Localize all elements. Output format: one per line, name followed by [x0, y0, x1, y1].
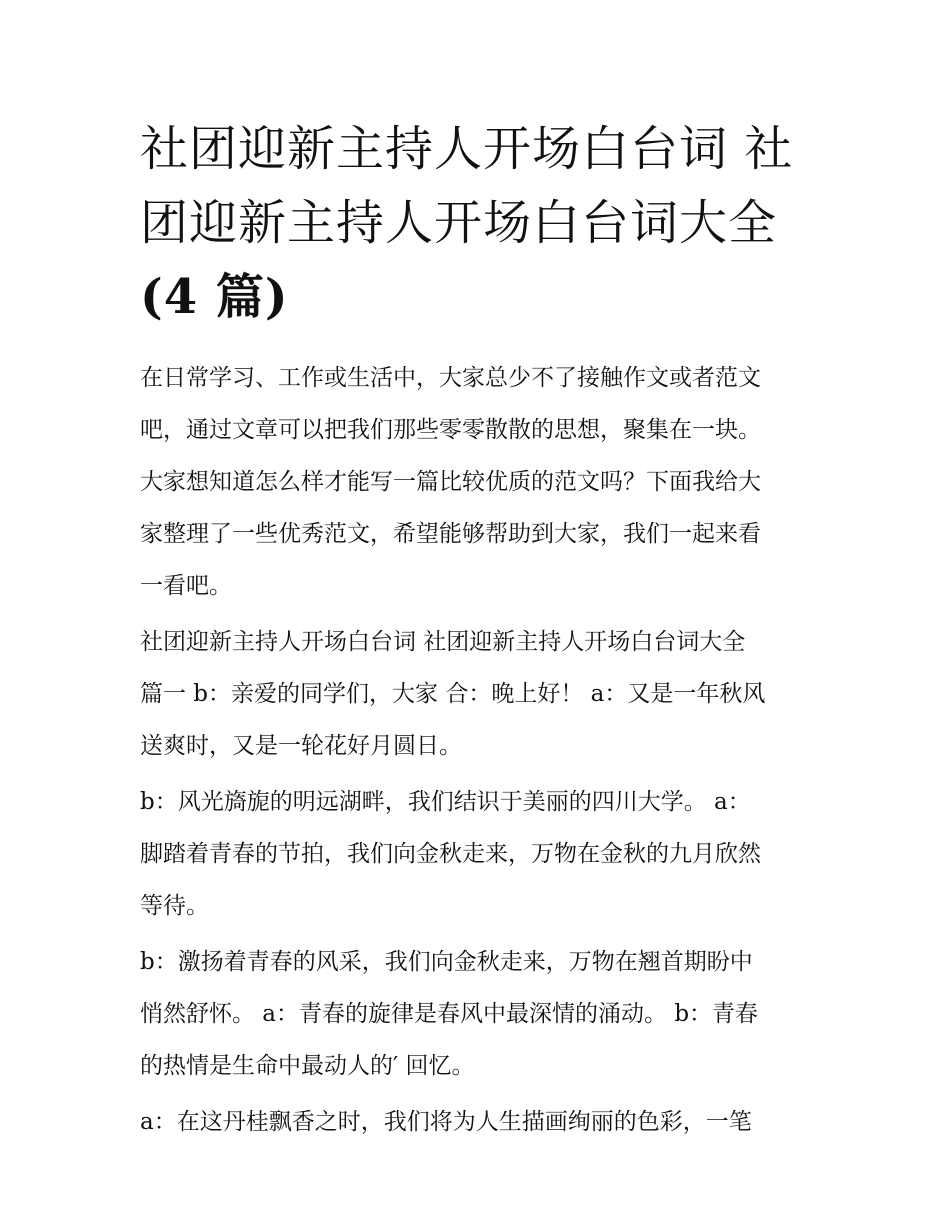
body-paragraph	[140, 936, 820, 1092]
title-line: (4 篇)	[140, 269, 289, 325]
text-line: 社团迎新主持人开场白台词 社团迎新主持人开场白台词大全	[140, 629, 746, 655]
text-line: 篇一 b：亲爱的同学们，大家 合：晚上好！ a：又是一年秋风	[140, 681, 766, 707]
document-page	[140, 112, 820, 1152]
text-line: 送爽时，又是一轮花好月圆日。	[140, 733, 462, 759]
text-line: 的热情是生命中最动人的′ 回忆。	[140, 1053, 475, 1079]
body-paragraph	[140, 616, 820, 772]
body-paragraph	[140, 1096, 820, 1148]
text-line: b：激扬着青春的风采，我们向金秋走来，万物在翘首期盼中	[140, 949, 753, 975]
text-line: 一看吧。	[140, 573, 232, 599]
text-line: 悄然舒怀。 a：青春的旋律是春风中最深情的涌动。 b：青春	[140, 1001, 759, 1027]
body-paragraph	[140, 776, 820, 932]
text-line: b：风光旖旎的明远湖畔，我们结识于美丽的四川大学。 a：	[140, 789, 751, 815]
text-line: 等待。	[140, 893, 209, 919]
text-line: 在日常学习、工作或生活中，大家总少不了接触作文或者范文	[140, 365, 761, 391]
title-line: 团迎新主持人开场白台词大全	[140, 195, 778, 251]
document-title	[140, 112, 820, 334]
text-line: 脚踏着青春的节拍，我们向金秋走来，万物在金秋的九月欣然	[140, 841, 761, 867]
intro-paragraph	[140, 352, 820, 612]
text-line: 大家想知道怎么样才能写一篇比较优质的范文吗？下面我给大	[140, 469, 761, 495]
text-line: a：在这丹桂飘香之时，我们将为人生描画绚丽的色彩，一笔	[140, 1109, 752, 1135]
text-line: 吧，通过文章可以把我们那些零零散散的思想，聚集在一块。	[140, 417, 761, 443]
text-line: 家整理了一些优秀范文，希望能够帮助到大家，我们一起来看	[140, 521, 761, 547]
title-line: 社团迎新主持人开场白台词 社	[140, 121, 794, 177]
